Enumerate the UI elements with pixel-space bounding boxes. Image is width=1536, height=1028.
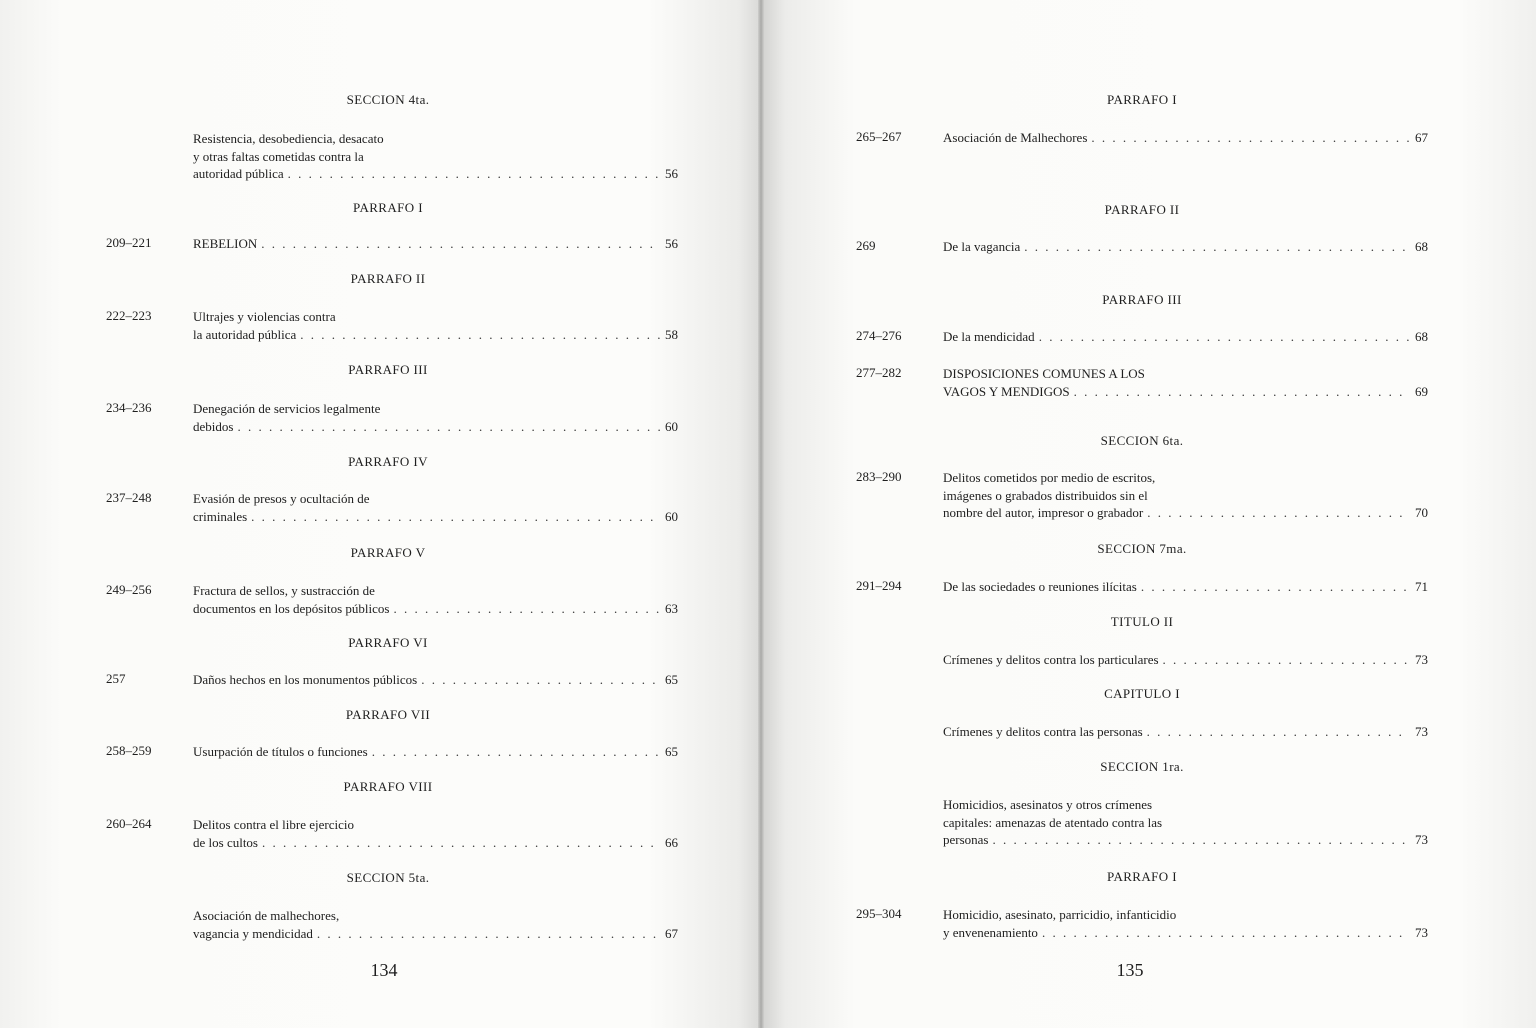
dot-leader [1147, 504, 1410, 522]
page-reference: 67 [1415, 130, 1428, 145]
dot-leader [1091, 129, 1410, 147]
page-reference: 67 [665, 925, 678, 941]
article-range: 234–236 [106, 400, 152, 415]
entry-title-line: la autoridad pública [193, 326, 297, 342]
toc-entry [943, 723, 1428, 741]
toc-entry [943, 328, 1428, 346]
article-range: 265–267 [856, 129, 902, 144]
entry-title-line: autoridad pública [193, 166, 284, 181]
toc-entry [193, 235, 678, 253]
page-number-left: 134 [370, 960, 398, 980]
entry-title-row [193, 235, 678, 253]
page-reference: 69 [1415, 383, 1428, 399]
entry-title-row [943, 578, 1428, 596]
page-reference: 68 [1415, 329, 1428, 344]
toc-entry [193, 582, 678, 617]
entry-title-row [193, 834, 678, 852]
toc-entry [943, 796, 1428, 849]
dot-leader [288, 165, 660, 183]
entry-title-line: nombre del autor, impresor o grabador [943, 505, 1144, 520]
entry-title-line: Asociación de malhechores, [193, 908, 340, 923]
entry-title-line: Resistencia, desobediencia, desacato [193, 131, 384, 146]
entry-title-line: Evasión de presos y ocultación de [193, 491, 370, 506]
page-reference: 68 [1415, 239, 1428, 254]
section-heading: SECCION 5ta. [346, 870, 430, 885]
entry-title-row [193, 743, 678, 761]
section-heading: PARRAFO VI [348, 635, 428, 650]
toc-entry [193, 816, 678, 851]
entry-title-row [193, 165, 678, 183]
entry-title-row [943, 723, 1428, 741]
toc-entry [943, 906, 1428, 941]
entry-title-line: capitales: amenazas de atentado contra las [943, 814, 1163, 830]
entry-title-line: Crímenes y delitos contra los particulares [943, 652, 1159, 667]
toc-entry [943, 578, 1428, 596]
article-range: 291–294 [856, 578, 902, 593]
page-reference: 60 [665, 418, 678, 434]
entry-title-line: personas [943, 832, 989, 847]
section-heading: TITULO II [1110, 614, 1174, 629]
entry-title-row [943, 924, 1428, 942]
dot-leader [237, 418, 660, 436]
toc-entry [193, 671, 678, 689]
entry-title-row [943, 238, 1428, 256]
entry-title-row [943, 651, 1428, 669]
article-range: 295–304 [856, 906, 902, 921]
article-range: 258–259 [106, 743, 152, 758]
page-number-right: 135 [1116, 960, 1144, 980]
entry-title-line: documentos en los depósitos públicos [193, 600, 390, 616]
article-range: 222–223 [106, 308, 152, 323]
section-heading: PARRAFO IV [348, 454, 428, 469]
section-heading: PARRAFO VII [345, 707, 431, 722]
page-reference: 60 [665, 508, 678, 524]
entry-title-line: vagancia y mendicidad [193, 925, 313, 941]
entry-title-line: Delitos contra el libre ejercicio [193, 817, 354, 832]
entry-title-line: Fractura de sellos, y sustracción de [193, 583, 375, 598]
right-page [762, 0, 1536, 1028]
toc-entry [943, 129, 1428, 147]
section-heading: CAPITULO I [1104, 686, 1180, 701]
entry-title-line: Homicidios, asesinatos y otros crímenes [943, 797, 1153, 812]
entry-title-line: Daños hechos en los monumentos públicos [193, 672, 418, 687]
article-range: 283–290 [856, 469, 902, 484]
toc-entry [943, 365, 1428, 400]
article-range: 274–276 [856, 328, 902, 343]
section-heading: PARRAFO II [350, 271, 426, 286]
dot-leader [993, 831, 1411, 849]
toc-entry [193, 308, 678, 343]
section-heading: PARRAFO III [1102, 292, 1182, 307]
article-range: 209–221 [106, 235, 152, 250]
dot-leader [1147, 723, 1410, 741]
dot-leader [1163, 651, 1410, 669]
entry-title-line: De las sociedades o reuniones ilícitas [943, 579, 1137, 594]
page-reference: 56 [665, 236, 678, 251]
section-heading: SECCION 6ta. [1100, 433, 1184, 448]
toc-entry [943, 651, 1428, 669]
page-reference: 58 [665, 326, 678, 342]
entry-title-row [193, 600, 678, 618]
section-heading: PARRAFO II [1104, 202, 1180, 217]
dot-leader [317, 925, 660, 943]
entry-title-row [193, 418, 678, 436]
entry-title-line: VAGOS Y MENDIGOS [943, 383, 1070, 399]
entry-title-row [943, 328, 1428, 346]
entry-title-line: Denegación de servicios legalmente [193, 401, 381, 416]
dot-leader [1074, 383, 1410, 401]
dot-leader [421, 671, 660, 689]
dot-leader [300, 326, 660, 344]
section-heading: SECCION 4ta. [346, 92, 430, 107]
toc-entry [193, 743, 678, 761]
dot-leader [1039, 328, 1410, 346]
left-page [0, 0, 762, 1028]
entry-title-row [943, 383, 1428, 401]
dot-leader [393, 600, 660, 618]
entry-title-line: debidos [193, 418, 234, 434]
toc-entry [193, 490, 678, 525]
dot-leader [1024, 238, 1410, 256]
entry-title-line: De la mendicidad [943, 329, 1035, 344]
page-reference: 66 [665, 834, 678, 850]
dot-leader [262, 834, 660, 852]
page-reference: 63 [665, 600, 678, 616]
entry-title-line: Usurpación de títulos o funciones [193, 744, 368, 759]
page-reference: 56 [665, 166, 678, 181]
entry-title-row [943, 504, 1428, 522]
section-heading: PARRAFO VIII [343, 779, 433, 794]
dot-leader [372, 743, 660, 761]
dot-leader [261, 235, 660, 253]
entry-title-row [943, 831, 1428, 849]
entry-title-line: Homicidio, asesinato, parricidio, infanticidio [943, 907, 1177, 922]
entry-title-row [943, 129, 1428, 147]
toc-entry [193, 400, 678, 435]
page-reference: 65 [665, 672, 678, 687]
entry-title-line: REBELION [193, 236, 258, 251]
dot-leader [1141, 578, 1410, 596]
entry-title-row [193, 671, 678, 689]
page-reference: 73 [1415, 652, 1428, 667]
page-reference: 73 [1415, 724, 1428, 739]
section-heading: PARRAFO I [353, 200, 423, 215]
section-heading: SECCION 7ma. [1097, 541, 1187, 556]
section-heading: PARRAFO I [1107, 869, 1177, 884]
page-reference: 73 [1415, 832, 1428, 847]
article-range: 257 [106, 671, 126, 686]
section-heading: PARRAFO III [348, 362, 428, 377]
article-range: 277–282 [856, 365, 902, 380]
entry-title-line: Crímenes y delitos contra las personas [943, 724, 1143, 739]
entry-title-line: y envenenamiento [943, 924, 1038, 940]
section-heading: PARRAFO V [350, 545, 426, 560]
entry-title-line: De la vagancia [943, 239, 1021, 254]
book-spine [758, 0, 764, 1028]
page-reference: 70 [1415, 505, 1428, 520]
page-reference: 71 [1415, 579, 1428, 594]
entry-title-row [193, 326, 678, 344]
article-range: 237–248 [106, 490, 152, 505]
entry-title-line: de los cultos [193, 834, 258, 850]
entry-title-line: Ultrajes y violencias contra [193, 309, 336, 324]
page-reference: 73 [1415, 924, 1428, 940]
toc-entry [943, 238, 1428, 256]
entry-title-line: criminales [193, 508, 248, 524]
article-range: 260–264 [106, 816, 152, 831]
entry-title-row [193, 508, 678, 526]
entry-title-line: imágenes o grabados distribuidos sin el [943, 487, 1148, 503]
section-heading: PARRAFO I [1107, 92, 1177, 107]
entry-title-line: Delitos cometidos por medio de escritos, [943, 470, 1156, 485]
entry-title-line: Asociación de Malhechores [943, 130, 1088, 145]
toc-entry [193, 907, 678, 942]
dot-leader [251, 508, 660, 526]
toc-entry [193, 130, 678, 183]
article-range: 269 [856, 238, 876, 253]
entry-title-line: DISPOSICIONES COMUNES A LOS [943, 366, 1145, 381]
page-reference: 65 [665, 744, 678, 759]
section-heading: SECCION 1ra. [1100, 759, 1184, 774]
entry-title-line: y otras faltas cometidas contra la [193, 148, 364, 164]
toc-entry [943, 469, 1428, 522]
entry-title-row [193, 925, 678, 943]
article-range: 249–256 [106, 582, 152, 597]
dot-leader [1042, 924, 1410, 942]
